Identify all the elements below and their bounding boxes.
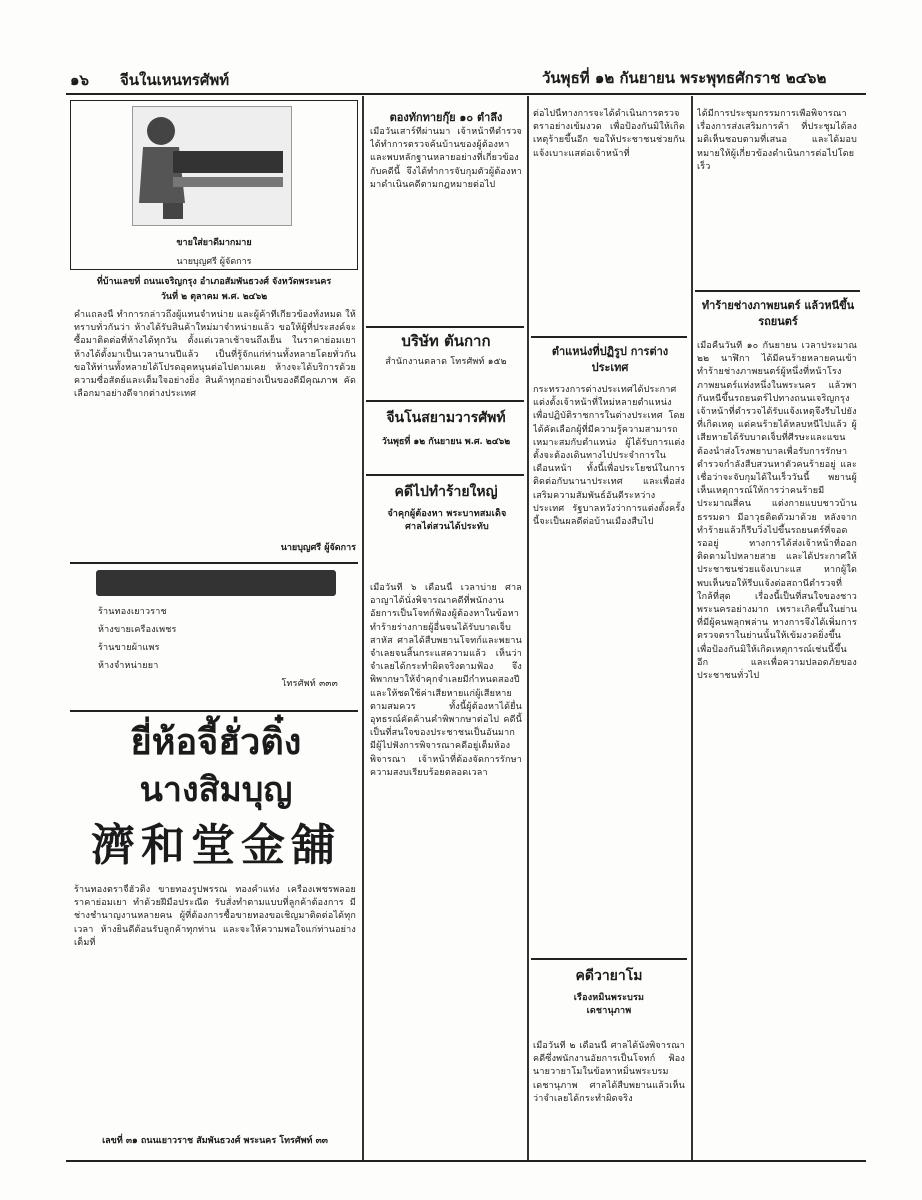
notice-header: ที่บ้านเลขที่ ถนนเจริญกรุง อำเภอสัมพันธวงศ์ จังหวัดพระนคร bbox=[96, 277, 332, 287]
banner-date: วันพุธที่ ๑๒ กันยายน พ.ศ. ๒๔๖๒ bbox=[381, 437, 511, 447]
big-ad-subtitle: นางสิมบุญ bbox=[139, 770, 293, 810]
wayamo-case-headline: คดีวายาโม bbox=[575, 968, 643, 984]
shop-item: ห้างขายเครื่องเพชร bbox=[98, 625, 177, 635]
column-divider bbox=[527, 96, 529, 1161]
notice-signature: นายบุญศรี ผู้จัดการ bbox=[280, 543, 356, 553]
shop-list bbox=[98, 606, 338, 696]
big-ad-body: ร้านทองตราจี้ฮั่วติ๋ง ขายทองรูปพรรณ ทองคำแท่ง เครื่องเพชรพลอย ราคาย่อมเยา ทำด้วยฝีมือประณีต รับสั่งทำตามแบบที่ลูกค้าต้องการ มีช่างชำนาญงานหลายคน ผู้ที่ต้องการซื้อขายทองขอเชิญมาติดต่อได้ทุกเวลา ห้างยินดีต้อนรับลูกค้าทุกท่าน และจะให้ความพอใจแก่ท่านอย่างเต็มที่ bbox=[74, 885, 356, 948]
section-rule bbox=[366, 326, 524, 328]
shop-banner bbox=[96, 570, 336, 596]
shop-item: ห้างจำหน่ายยา bbox=[98, 661, 159, 671]
foreign-affairs-body: กระทรวงการต่างประเทศได้ประกาศแต่งตั้งเจ้าหน้าที่ใหม่หลายตำแหน่ง เพื่อปฏิบัติราชการในต่างประเทศ โดยได้คัดเลือกผู้ที่มีความรู้ความสามารถเหมาะสมกับตำแหน่ง ผู้ได้รับการแต่งตั้งจะต้องเดินทางไปประจำการในเดือนหน้า ทั้งนี้เพื่อประโยชน์ในการติดต่อกับนานาประเทศ และเพื่อส่งเสริมความสัมพันธ์อันดีระหว่างประเทศ รัฐบาลหวังว่าการแต่งตั้งครั้งนี้จะเป็นผลดีต่อบ้านเมืองสืบไป bbox=[533, 385, 685, 528]
company-title: บริษัท ตันกาก bbox=[401, 332, 491, 350]
section-rule bbox=[531, 958, 687, 960]
company-info: สำนักงานตลาด โทรศัพท์ ๑๕๒ bbox=[385, 357, 507, 367]
section-rule bbox=[695, 290, 860, 292]
case-subheadline: จำคุกผู้ต้องหา พระบาทสมเด็จ ศาลไต่สวนได้ประทับ bbox=[387, 509, 507, 533]
cannon-figure-image bbox=[133, 107, 291, 225]
section-rule bbox=[531, 336, 687, 338]
wayamo-case-body: เมื่อวันที่ ๒ เดือนนี้ ศาลได้นั่งพิจารณาคดีซึ่งพนักงานอัยการเป็นโจทก์ ฟ้องนายวายาโมในข้อหาหมิ่นพระบรมเดชานุภาพ ศาลได้สืบพยานแล้วเห็นว่าจำเลยได้กระทำผิดจริง bbox=[533, 1041, 685, 1104]
section-rule bbox=[366, 400, 524, 402]
foreign-affairs-headline: ตำแหน่งที่ปฏิรูป การต่างประเทศ bbox=[551, 345, 669, 374]
wayamo-case-subheadline: เรื่องหมิ่นพระบรม เดชานุภาพ bbox=[573, 993, 645, 1017]
big-ad-footer: เลขที่ ๓๑ ถนนเยาวราช สัมพันธวงศ์ พระนคร โทรศัพท์ ๓๓ bbox=[102, 1136, 328, 1146]
big-ad-title: ยี่ห้อจี้ฮั่วติ๋ง bbox=[130, 721, 302, 763]
ad-caption: ขายใส่ยาดีมากมาย bbox=[176, 238, 252, 248]
newspaper-name: จีนในเหนทรศัพท์ bbox=[120, 71, 230, 89]
article-body: ได้มีการประชุมกรรมการเพื่อพิจารณาเรื่องการส่งเสริมการค้า ที่ประชุมได้ลงมติเห็นชอบตามที่เสนอ และได้มอบหมายให้ผู้เกี่ยวข้องดำเนินการต่อไปโดยเร็ว bbox=[697, 109, 857, 172]
attack-headline: ทำร้ายช่างภาพยนตร์ แล้วหนีขึ้นรถยนตร์ bbox=[701, 299, 855, 328]
column-divider bbox=[691, 96, 693, 1161]
page-number: ๑๖ bbox=[70, 71, 90, 89]
shop-item: ร้านขายผ้าแพร bbox=[98, 643, 160, 653]
section-rule bbox=[70, 710, 358, 712]
article-body: ต่อไปนี้ทางการจะได้ดำเนินการตรวจตราอย่างเข้มงวด เพื่อป้องกันมิให้เกิดเหตุร้ายขึ้นอีก ขอให้ประชาชนช่วยกันแจ้งเบาะแสต่อเจ้าหน้าที่ bbox=[533, 109, 685, 159]
section-rule bbox=[366, 474, 524, 476]
issue-date: วันพุธที่ ๑๒ กันยายน พระพุทธศักราช ๒๔๖๒ bbox=[542, 69, 827, 87]
column-divider bbox=[362, 96, 364, 1161]
section-rule bbox=[70, 562, 358, 564]
case-body: เมื่อวันที่ ๖ เดือนนี้ เวลาบ่าย ศาลอาญาได้นั่งพิจารณาคดีที่พนักงานอัยการเป็นโจทก์ฟ้องผู้ต้องหาในข้อหาทำร้ายร่างกายผู้อื่นจนได้รับบาดเจ็บสาหัส ศาลได้สืบพยานโจทก์และพยานจำเลยจนสิ้นกระแสความแล้ว เห็นว่าจำเลยได้กระทำผิดจริงตามฟ้อง จึงพิพากษาให้จำคุกจำเลยมีกำหนดสองปี และให้ชดใช้ค่าเสียหายแก่ผู้เสียหายตามสมควร ทั้งนี้ผู้ต้องหาได้ยื่นอุทธรณ์คัดค้านคำพิพากษาต่อไป คดีนี้เป็นที่สนใจของประชาชนเป็นอันมาก มีผู้ไปฟังการพิจารณาคดีอยู่เต็มห้องพิจารณา เจ้าหน้าที่ต้องจัดการรักษาความสงบเรียบร้อยตลอดเวลา bbox=[370, 583, 522, 778]
chinese-shop-name: 濟和堂金舖 bbox=[91, 820, 341, 871]
header-rule bbox=[66, 93, 866, 95]
footer-rule bbox=[66, 1160, 866, 1162]
shop-phone: โทรศัพท์ ๓๓๓ bbox=[281, 679, 338, 689]
case-headline: คดีไปทำร้ายใหญ่ bbox=[394, 484, 498, 500]
newspaper-banner: จีนโนสยามวารศัพท์ bbox=[386, 410, 506, 426]
attack-body: เมื่อคืนวันที่ ๑๐ กันยายน เวลาประมาณ ๒๒ นาฬิกา ได้มีคนร้ายหลายคนเข้าทำร้ายช่างภาพยนตร์ผู้หนึ่งที่หน้าโรงภาพยนตร์แห่งหนึ่งในพระนคร แล้วพากันหนีขึ้นรถยนตร์ไปทางถนนเจริญกรุง เจ้าหน้าที่ตำรวจได้รับแจ้งเหตุจึงรีบไปยังที่เกิดเหตุ แต่คนร้ายได้หลบหนีไปแล้ว ผู้เสียหายได้รับบาดเจ็บที่ศีรษะและแขน ต้องนำส่งโรงพยาบาลเพื่อรับการรักษา ตำรวจกำลังสืบสวนหาตัวคนร้ายอยู่ และเชื่อว่าจะจับกุมได้ในเร็ววันนี้ พยานผู้เห็นเหตุการณ์ให้การว่าคนร้ายมีประมาณสี่คน แต่งกายแบบชาวบ้านธรรมดา มีอาวุธติดตัวมาด้วย หลังจากทำร้ายแล้วก็รีบวิ่งไปขึ้นรถยนตร์ที่จอดรออยู่ ทางการได้ส่งเจ้าหน้าที่ออกติดตามไปหลายสาย และได้ประกาศให้ประชาชนช่วยแจ้งเบาะแส หากผู้ใดพบเห็นขอให้รีบแจ้งต่อสถานีตำรวจที่ใกล้ที่สุด เรื่องนี้เป็นที่สนใจของชาวพระนครอย่างมาก เพราะเกิดขึ้นในย่านที่มีผู้คนพลุกพล่าน ทางการจึงได้เพิ่มการตรวจตราในย่านนั้นให้เข้มงวดยิ่งขึ้น เพื่อป้องกันมิให้เกิดเหตุการณ์เช่นนี้ขึ้นอีก และเพื่อความปลอดภัยของประชาชนทั่วไป bbox=[697, 341, 857, 682]
article-headline: ตองทักทายกุ๊ย ๑๐ ตำลึง bbox=[389, 111, 503, 124]
shop-item: ร้านทองเยาวราช bbox=[98, 607, 167, 617]
notice-body: คำแถลงนี้ ทำการกล่าวถึงผู้แทนจำหน่าย และผู้ค้าที่เกี่ยวข้องทั้งหมด ให้ทราบทั่วกันว่า ห้างได้รับสินค้าใหม่มาจำหน่ายแล้ว ขอให้ผู้ที่ประสงค์จะซื้อมาติดต่อที่ห้างได้ทุกวัน ตั้งแต่เวลาเช้าจนถึงเย็น ในราคาย่อมเยา ห้างได้ตั้งมาเป็นเวลานานปีแล้ว เป็นที่รู้จักแก่ท่านทั้งหลายโดยทั่วกัน ขอให้ท่านทั้งหลายได้โปรดอุดหนุนต่อไปตามเคย ห้างจะได้บริการด้วยความซื่อสัตย์และเต็มใจอย่างยิ่ง สินค้าทุกอย่างเป็นของดีมีคุณภาพ คัดเลือกมาอย่างดีจากต่างประเทศ bbox=[74, 310, 356, 400]
notice-date: วันที่ ๒ ตุลาคม พ.ศ. ๒๔๖๒ bbox=[160, 292, 268, 302]
ad-sub-caption: นายบุญศรี ผู้จัดการ bbox=[176, 257, 252, 267]
ad-illustration bbox=[132, 106, 292, 226]
article-body: เมื่อวันเสาร์ที่ผ่านมา เจ้าหน้าที่ตำรวจได้ทำการตรวจค้นบ้านของผู้ต้องหา และพบหลักฐานหลายอย่างที่เกี่ยวข้องกับคดีนี้ จึงได้ทำการจับกุมตัวผู้ต้องหามาดำเนินคดีตามกฎหมายต่อไป bbox=[370, 127, 522, 190]
